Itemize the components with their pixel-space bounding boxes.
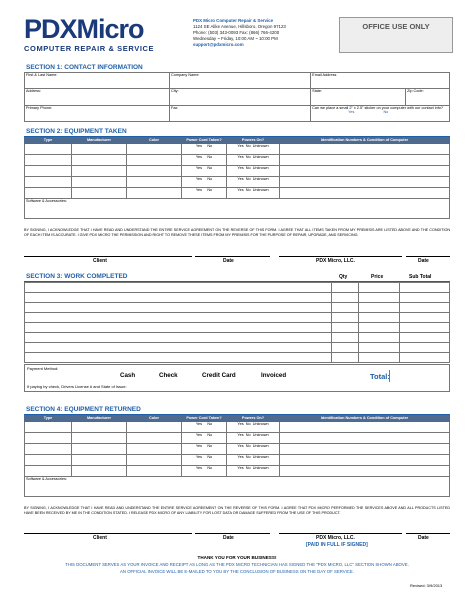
work-row [25,293,450,303]
sticker-question-field [311,105,450,121]
color-cell[interactable] [127,166,182,177]
yes-option[interactable]: Yes [195,422,203,426]
powers-on-cell [227,144,280,155]
company-contact-block [193,18,303,48]
yes-option[interactable]: Yes [237,166,244,170]
yes-option[interactable]: Yes [195,188,203,192]
primary-phone-label: Primary Phone: [26,105,53,110]
qty-cell[interactable] [332,313,359,323]
city-field[interactable] [170,89,311,105]
color-cell[interactable] [127,444,182,455]
color-cell[interactable] [127,433,182,444]
yes-option[interactable]: Yes [237,188,244,192]
qty-cell[interactable] [332,333,359,343]
date-label: Date [223,258,234,264]
equipment-taken-table [24,137,450,219]
col-color: Color [127,416,182,422]
col-identification: Identification Numbers & Condition of Computer [280,416,450,422]
yes-option[interactable]: Yes [237,433,244,437]
returned-row [25,444,450,455]
yes-option[interactable]: Yes [237,466,244,470]
subtotal-cell[interactable] [400,343,450,353]
subtotal-cell[interactable] [400,303,450,313]
credit-card-option[interactable]: Credit Card [202,372,236,379]
qty-label: Qty [339,274,348,280]
client-label-2: Client [93,535,107,541]
power-cord-cell [182,466,227,477]
identification-cell[interactable] [280,422,450,433]
identification-cell[interactable] [280,177,450,188]
office-use-box [339,17,453,53]
software-accessories-field[interactable] [25,477,450,497]
equipment-row [25,177,450,188]
type-cell[interactable] [25,422,72,433]
subtotal-label: Sub Total [409,274,432,280]
price-cell[interactable] [359,313,400,323]
section4-title: SECTION 4: EQUIPMENT RETURNED [26,406,141,413]
equipment-returned-table [24,415,450,497]
returned-row [25,466,450,477]
power-cord-cell [182,144,227,155]
work-completed-table [24,282,450,363]
yes-option[interactable]: Yes [195,433,203,437]
no-option[interactable]: No [245,433,251,437]
identification-cell[interactable] [280,155,450,166]
yes-option[interactable]: Yes [195,444,203,448]
identification-cell[interactable] [280,166,450,177]
no-option[interactable]: No [245,422,251,426]
subtotal-cell[interactable] [400,293,450,303]
power-cord-cell [182,455,227,466]
pdx-label: PDX Micro, LLC. [316,258,355,264]
work-row [25,313,450,323]
client-label: Client [93,258,107,264]
manufacturer-cell[interactable] [72,444,127,455]
company-phone: Phone: (503) 343-0093 Fax: (866) 766-4200 [193,29,280,35]
no-option[interactable]: No [245,466,251,470]
first-last-name-field[interactable] [25,73,170,89]
qty-cell[interactable] [332,323,359,333]
powers-on-cell [227,188,280,199]
returned-row [25,433,450,444]
qty-cell[interactable] [332,353,359,363]
col-type: Type [25,138,72,144]
manufacturer-cell[interactable] [72,166,127,177]
check-note: If paying by check, Drivers License # and State of Issue: [27,384,127,389]
manufacturer-cell[interactable] [72,422,127,433]
type-cell[interactable] [25,177,72,188]
email-field[interactable] [311,73,450,89]
col-type: Type [25,416,72,422]
type-cell[interactable] [25,444,72,455]
powers-on-cell [227,177,280,188]
unknown-option[interactable]: Unknown [252,166,269,170]
logo-main-text: PDXMicro [24,14,144,44]
powers-on-cell [227,444,280,455]
col-power-cord: Power Cord Taken? [182,416,227,422]
section1-title: SECTION 1: CONTACT INFORMATION [26,64,143,71]
software-label: Software & Accessories: [26,477,67,481]
address-field[interactable] [25,89,170,105]
unknown-option[interactable]: Unknown [252,422,269,426]
manufacturer-cell[interactable] [72,188,127,199]
no-option[interactable]: No [207,144,213,148]
price-label: Price [371,274,384,280]
thank-you-text: THANK YOU FOR YOUR BUSINESS! [197,555,277,560]
powers-on-cell [227,166,280,177]
col-power-cord: Power Cord Taken? [182,138,227,144]
type-cell[interactable] [25,433,72,444]
price-cell[interactable] [359,333,400,343]
manufacturer-cell[interactable] [72,455,127,466]
equipment-row [25,155,450,166]
company-logo [24,16,164,53]
price-cell[interactable] [359,323,400,333]
invoiced-option[interactable]: Invoiced [261,372,287,379]
sticker-question: Can we place a small 2" x 2.5" sticker on your computer with our contact info? [312,105,443,110]
fax-label: Fax: [171,105,179,110]
subtotal-cell[interactable] [400,353,450,363]
client-date-line[interactable] [195,256,270,257]
date-label-3: Date [223,535,234,541]
no-option[interactable]: No [207,155,213,159]
price-cell[interactable] [359,293,400,303]
manufacturer-cell[interactable] [72,144,127,155]
powers-on-cell [227,455,280,466]
primary-phone-field[interactable] [25,105,170,121]
color-cell[interactable] [127,144,182,155]
office-use-label: OFFICE USE ONLY [362,22,430,31]
yes-option[interactable]: Yes [195,166,203,170]
power-cord-cell [182,155,227,166]
yes-option[interactable]: Yes [237,155,244,159]
type-cell[interactable] [25,466,72,477]
color-cell[interactable] [127,455,182,466]
no-option[interactable]: No [207,455,213,459]
yes-option[interactable]: Yes [195,455,203,459]
footer-line-1: THIS DOCUMENT SERVES AS YOUR INVOICE AND RECEIPT AS LONG AS THE PDX MICRO TECHNICIAN HAS SIGNED THE "PDX MICRO, LLC" SECTION SHOWN ABOVE. [65,562,409,567]
col-manufacturer: Manufacturer [72,138,127,144]
identification-cell[interactable] [280,466,450,477]
power-cord-cell [182,433,227,444]
no-option[interactable]: No [207,166,213,170]
no-option[interactable]: No [245,455,251,459]
returned-row [25,455,450,466]
color-cell[interactable] [127,177,182,188]
qty-cell[interactable] [332,293,359,303]
no-option[interactable]: No [245,188,251,192]
software-label: Software & Accessories: [26,199,67,203]
powers-on-cell [227,422,280,433]
description-cell[interactable] [25,333,332,343]
logo-subtitle: COMPUTER REPAIR & SERVICE [24,44,155,53]
client-signature-line[interactable] [24,256,192,257]
no-option[interactable]: No [245,444,251,448]
description-cell[interactable] [25,313,332,323]
type-cell[interactable] [25,155,72,166]
price-cell[interactable] [359,303,400,313]
pdx-date-line-2[interactable] [406,533,450,534]
pdx-date-line[interactable] [406,256,450,257]
client-signature-line-2[interactable] [24,533,192,534]
type-cell[interactable] [25,188,72,199]
address-label: Address: [26,89,41,94]
col-powers-on: Powers On? [227,138,280,144]
identification-cell[interactable] [280,455,450,466]
footer-line-2: AN OFFICIAL INVOICE WILL BE E-MAILED TO YOU BY THE CONCLUSION OF BUSINESS ON THE DAY OF SERVICE. [120,569,354,574]
manufacturer-cell[interactable] [72,433,127,444]
price-cell[interactable] [359,353,400,363]
zip-field[interactable] [406,89,450,105]
company-address: 1124 SE Alike Avenue, Hillsboro, Oregon 97123 [193,23,286,29]
payment-box [24,364,450,392]
qty-cell[interactable] [332,343,359,353]
cash-option[interactable]: Cash [120,372,136,379]
description-cell[interactable] [25,353,332,363]
yes-option[interactable]: Yes [195,155,203,159]
unknown-option[interactable]: Unknown [252,155,269,159]
price-cell[interactable] [359,283,400,293]
description-cell[interactable] [25,303,332,313]
manufacturer-cell[interactable] [72,155,127,166]
no-option[interactable]: No [245,177,251,181]
identification-cell[interactable] [280,188,450,199]
power-cord-cell [182,177,227,188]
company-name-field[interactable] [170,73,311,89]
color-cell[interactable] [127,422,182,433]
pdx-signature-line[interactable] [279,256,402,257]
zip-label: Zip Code: [407,89,424,94]
manufacturer-cell[interactable] [72,466,127,477]
work-row [25,323,450,333]
unknown-option[interactable]: Unknown [252,444,269,448]
contact-info-table [24,72,450,122]
sticker-yes-option[interactable]: Yes [348,109,355,114]
pdx-signature-line-2[interactable] [279,533,402,534]
no-option[interactable]: No [245,166,251,170]
unknown-option[interactable]: Unknown [252,466,269,470]
powers-on-cell [227,433,280,444]
date-label-4: Date [418,535,429,541]
description-cell[interactable] [25,343,332,353]
no-option[interactable]: No [207,177,213,181]
type-cell[interactable] [25,455,72,466]
revised-date: Revised: 3/9/2013 [410,583,443,588]
section3-title: SECTION 3: WORK COMPLETED [26,273,128,280]
type-cell[interactable] [25,166,72,177]
section4-agreement: BY SIGNING, I ACKNOWLEDGE THAT I HAVE READ AND UNDERSTAND THE ENTIRE SERVICE AGREEMENT ON THE REVERSE OF THIS FORM. I AGREE THAT PDX MICRO PERFORMED THE SERVICES ABOVE AND ALL PRODUCTS LISTED HAVE BEEN RECEIVED BY ME IN THE CONDITION STATED. I RELEASE PDX MICRO OF ANY LIABILITY FOR LOST DATA OR DAMAGE SUFFERED FROM THE USE OF THIS PRODUCT. [24,506,450,515]
returned-row [25,422,450,433]
no-option[interactable]: No [207,422,213,426]
no-option[interactable]: No [207,188,213,192]
identification-cell[interactable] [280,444,450,455]
yes-option[interactable]: Yes [237,455,244,459]
col-powers-on: Powers On? [227,416,280,422]
powers-on-cell [227,155,280,166]
yes-option[interactable]: Yes [237,177,244,181]
power-cord-cell [182,166,227,177]
subtotal-cell[interactable] [400,313,450,323]
description-cell[interactable] [25,283,332,293]
yes-option[interactable]: Yes [195,177,203,181]
company-name: PDX Micro Computer Repair & Service [193,18,274,23]
state-field[interactable] [311,89,406,105]
section2-title: SECTION 2: EQUIPMENT TAKEN [26,128,127,135]
payment-method-label: Payment Method: [27,366,59,371]
client-date-line-2[interactable] [195,533,270,534]
description-cell[interactable] [25,323,332,333]
company-email: support@pdxmicro.com [193,41,244,47]
no-option[interactable]: No [245,155,251,159]
work-row [25,303,450,313]
fax-field[interactable] [170,105,311,121]
unknown-option[interactable]: Unknown [252,433,269,437]
unknown-option[interactable]: Unknown [252,188,269,192]
no-option[interactable]: No [245,144,251,148]
first-last-label: First & Last Name: [26,73,58,77]
manufacturer-cell[interactable] [72,177,127,188]
state-label: State: [312,89,323,94]
no-option[interactable]: No [207,444,213,448]
yes-option[interactable]: Yes [237,444,244,448]
software-accessories-field[interactable] [25,199,450,219]
yes-option[interactable]: Yes [237,422,244,426]
no-option[interactable]: No [207,433,213,437]
paid-in-full-note: [PAID IN FULL IF SIGNED] [306,542,368,548]
yes-option[interactable]: Yes [195,466,203,470]
price-cell[interactable] [359,343,400,353]
check-option[interactable]: Check [159,372,178,379]
total-label: Total: [370,372,390,381]
qty-cell[interactable] [332,283,359,293]
col-manufacturer: Manufacturer [72,416,127,422]
work-row [25,283,450,293]
equipment-row [25,144,450,155]
unknown-option[interactable]: Unknown [252,455,269,459]
equipment-row [25,166,450,177]
total-field[interactable] [389,370,450,382]
email-label: Email Address [312,73,337,77]
pdx-label-2: PDX Micro, LLC. [316,535,355,541]
col-identification: Identification Numbers & Condition of Computer [280,138,450,144]
date-label-2: Date [418,258,429,264]
type-cell[interactable] [25,144,72,155]
color-cell[interactable] [127,188,182,199]
col-color: Color [127,138,182,144]
work-row [25,343,450,353]
subtotal-cell[interactable] [400,333,450,343]
powers-on-cell [227,466,280,477]
qty-cell[interactable] [332,303,359,313]
color-cell[interactable] [127,155,182,166]
equipment-row [25,188,450,199]
description-cell[interactable] [25,293,332,303]
subtotal-cell[interactable] [400,323,450,333]
unknown-option[interactable]: Unknown [252,144,269,148]
identification-cell[interactable] [280,433,450,444]
work-row [25,333,450,343]
power-cord-cell [182,188,227,199]
section2-agreement: BY SIGNING, I ACKNOWLEDGE THAT I HAVE READ AND UNDERSTAND THE ENTIRE SERVICE AGREEMENT ON THE REVERSE OF THIS FORM. I AGREE THAT ALL ITEMS TAKEN FROM MY PREMISIS ARE LISTED ABOVE AND THE CONDITION OF EACH ITEM IS ACCURATE. I GIVE PDX MICRO THE PERMISSION AND RIGHT TO REMOVE THESE ITEMS FROM MY PREMISIS FOR THE PURPOSE OF REPAIR, UPGRADE, AND SERVICING. [24,228,450,237]
color-cell[interactable] [127,466,182,477]
power-cord-cell [182,444,227,455]
no-option[interactable]: No [207,466,213,470]
company-hours: Wednesday ~ Friday, 10:00 AM ~ 10:00 PM [193,35,278,41]
city-label: City: [171,89,179,94]
company-label: Company Name: [171,73,200,77]
yes-option[interactable]: Yes [195,144,203,148]
work-row [25,353,450,363]
subtotal-cell[interactable] [400,283,450,293]
yes-option[interactable]: Yes [237,144,244,148]
sticker-no-option[interactable]: No [383,109,389,114]
unknown-option[interactable]: Unknown [252,177,269,181]
power-cord-cell [182,422,227,433]
identification-cell[interactable] [280,144,450,155]
